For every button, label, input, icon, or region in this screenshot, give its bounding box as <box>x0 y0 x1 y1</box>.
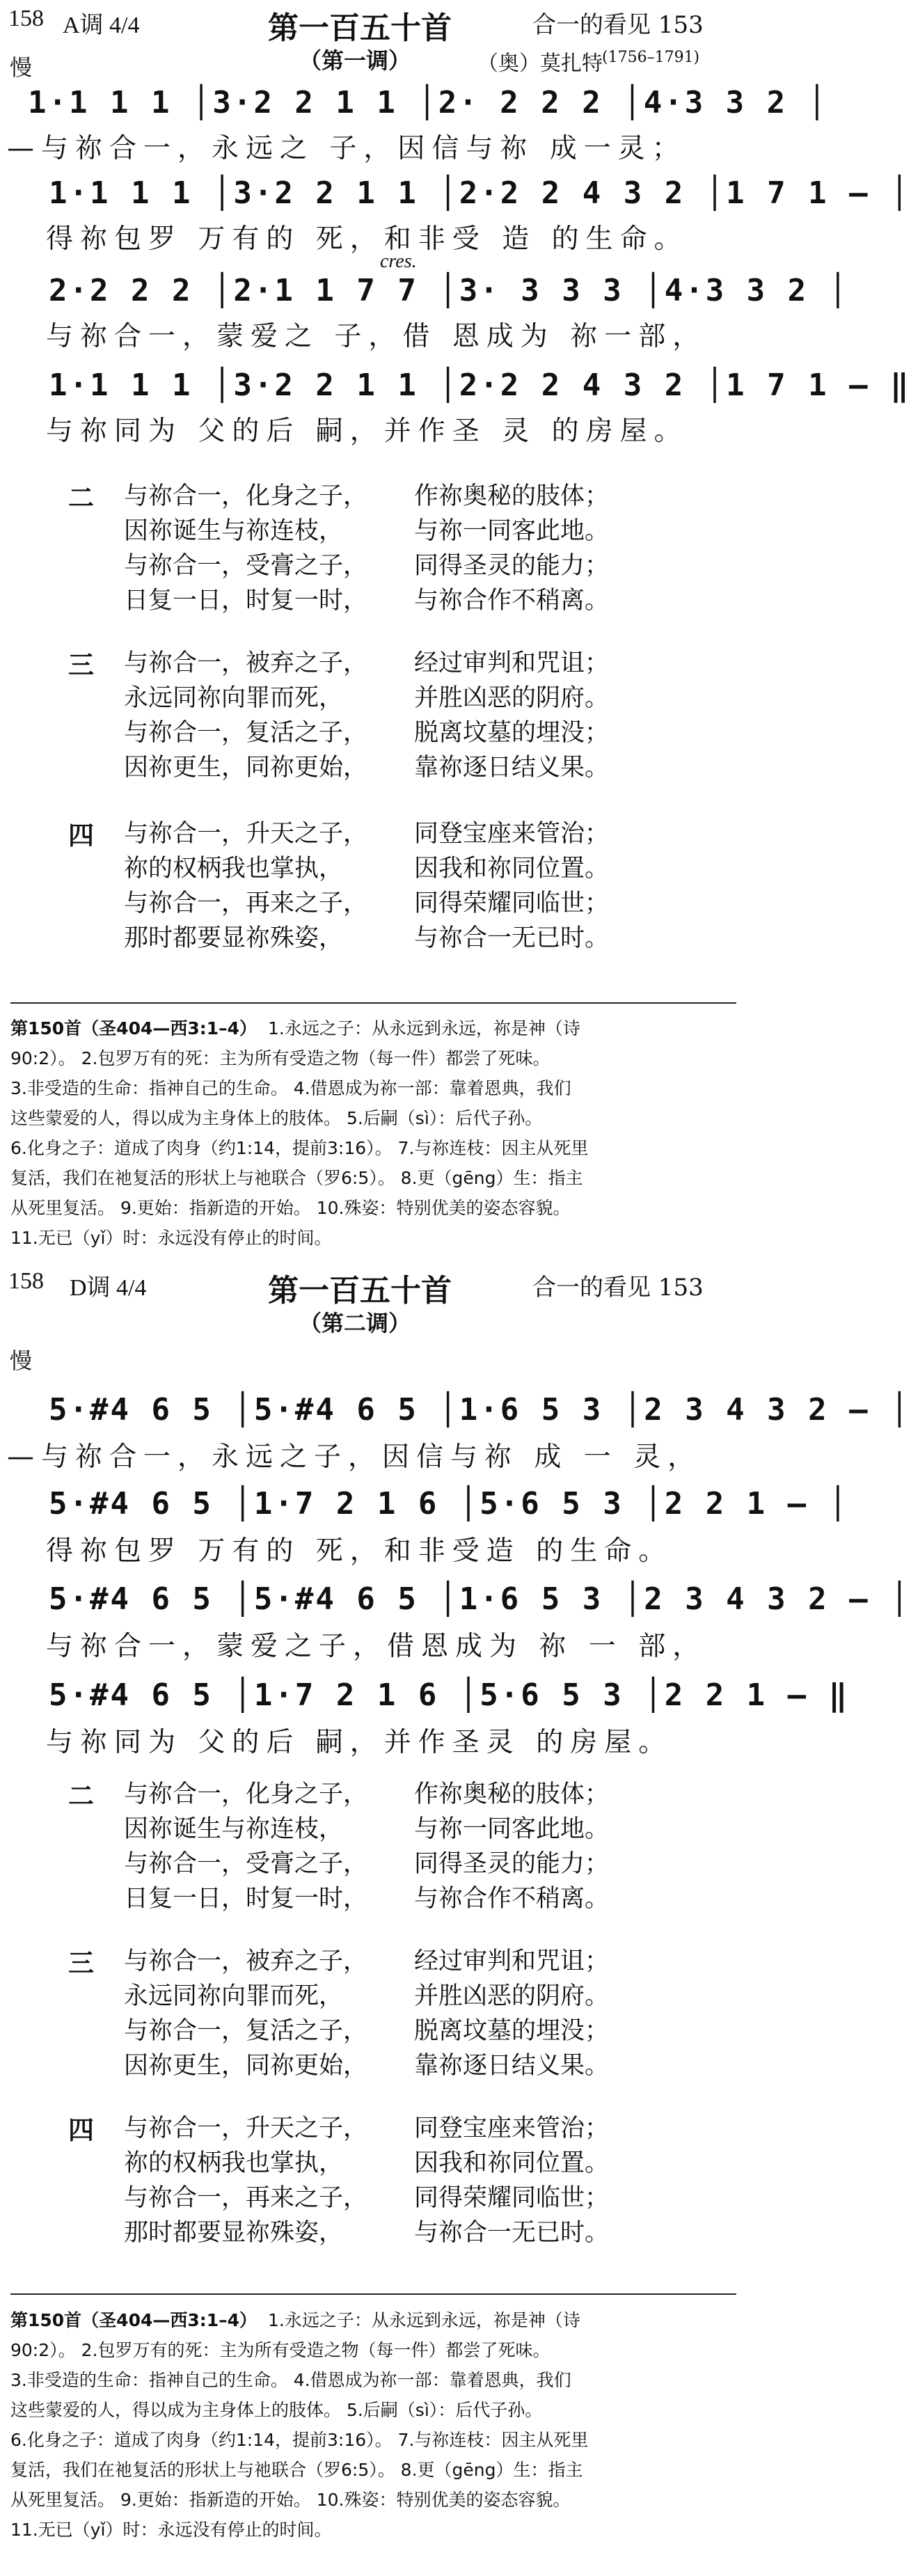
hymn-title: 第一百五十首 <box>268 1273 452 1309</box>
key-time-signature: D调 4/4 <box>70 1275 147 1301</box>
composer-years: (1756–1791) <box>602 49 700 66</box>
verse-line-left: 日复一日，时复一时， <box>124 587 368 615</box>
footnote-text: 1.永远之子：从永远到永远，祢是神（诗 <box>267 1018 580 1038</box>
expression-marking: cres. <box>380 251 417 272</box>
verse-line-right: 作祢奥秘的肢体； <box>414 1780 610 1808</box>
lyrics-line-2: 得祢包罗 万有的 死，和非受 造 的生命。 <box>46 223 688 255</box>
footnote-line: 从死里复活。 9.更始：指新造的开始。 10.殊姿：特别优美的姿态容貌。 <box>10 2490 571 2510</box>
verse-line-right: 作祢奥秘的肢体； <box>414 482 610 510</box>
verse-line-right: 同登宝座来管治； <box>414 820 610 848</box>
key-time-signature: A调 4/4 <box>63 13 140 38</box>
header-right: 合一的看见 153 <box>532 1274 704 1302</box>
verse-line-left: 那时都要显祢殊姿， <box>124 2219 344 2247</box>
verse-number: 三 <box>68 1948 94 1978</box>
notes-line-4: 5·#4 6 5 │1·7 2 1 6 │5·6 5 3 │2 2 1 – ‖ <box>49 1677 850 1713</box>
verse-line-left: 与祢合一，再来之子， <box>124 2184 368 2212</box>
footnote-line: 6.化身之子：道成了肉身（约1:14，提前3:16）。 7.与祢连枝：因主从死里 <box>10 1138 589 1158</box>
notes-line-3: 2·2 2 2 │2·1 1 7 7 │3· 3 3 3 │4·3 3 2 │ <box>49 273 850 308</box>
verse-line-left: 祢的权柄我也掌执， <box>124 855 344 883</box>
verse-line-right: 同得圣灵的能力； <box>414 1850 610 1878</box>
hymn-title: 第一百五十首 <box>268 10 452 46</box>
verse-number: 二 <box>68 1781 94 1811</box>
verse-line-right: 与祢合作不稍离。 <box>414 587 610 615</box>
verse-line-left: 与祢合一，升天之子， <box>124 820 368 848</box>
verse-number: 四 <box>68 2115 94 2145</box>
verse-line-left: 与祢合一，升天之子， <box>124 2115 368 2142</box>
verse-line-right: 因我和祢同位置。 <box>414 855 610 883</box>
verse-line-left: 因祢更生，同祢更始， <box>124 2052 368 2080</box>
verse-line-left: 与祢合一，被弃之子， <box>124 1947 368 1975</box>
verse-line-left: 那时都要显祢殊姿， <box>124 924 344 952</box>
verse-line-left: 与祢合一，复活之子， <box>124 2017 368 2045</box>
page-number: 158 <box>8 1268 44 1294</box>
verse-line-left: 与祢合一，受膏之子， <box>124 1850 368 1878</box>
lyrics-line-3: 与祢合一，蒙爱之 子，借 恩成为 祢一部， <box>46 321 707 352</box>
verse-line-left: 永远同祢向罪而死， <box>124 1982 344 2010</box>
lyrics-line-3: 与祢合一，蒙爱之子，借恩成为 祢 一 部， <box>46 1631 707 1662</box>
notes-line-2: 1·1 1 1 │3·2 2 1 1 │2·2 2 4 3 2 │1 7 1 – │ <box>49 175 911 211</box>
verse-line-right: 与祢合作不稍离。 <box>414 1885 610 1913</box>
verse-line-right: 同得荣耀同临世； <box>414 2184 610 2212</box>
notes-line-4: 1·1 1 1 │3·2 2 1 1 │2·2 2 4 3 2 │1 7 1 – ‖ <box>49 368 911 403</box>
verse-line-right: 并胜凶恶的阴府。 <box>414 1982 610 2010</box>
notes-line-3: 5·#4 6 5 │5·#4 6 5 │1·6 5 3 │2 3 4 3 2 – │ <box>49 1581 911 1617</box>
footnotes <box>10 2305 736 2545</box>
verse-line-left: 与祢合一，受膏之子， <box>124 552 368 580</box>
tempo-marking: 慢 <box>10 1348 33 1374</box>
verse-number: 三 <box>68 650 94 680</box>
lyrics-line-1: —与祢合一，永远之子，因信与祢 成 一 灵， <box>7 1441 702 1473</box>
lyrics-line-4: 与祢同为 父的后 嗣，并作圣 灵 的房屋。 <box>46 416 688 447</box>
verse-line-right: 同得荣耀同临世； <box>414 890 610 917</box>
footnote-line: 从死里复活。 9.更始：指新造的开始。 10.殊姿：特别优美的姿态容貌。 <box>10 1198 571 1218</box>
verse-line-right: 与祢一同客此地。 <box>414 517 610 545</box>
verse-line-right: 靠祢逐日结义果。 <box>414 2052 610 2080</box>
verse-line-right: 经过审判和咒诅； <box>414 1947 610 1975</box>
verse-line-right: 经过审判和咒诅； <box>414 649 610 677</box>
footnote-line: 3.非受造的生命：指神自己的生命。 4.借恩成为祢一部：靠着恩典，我们 <box>10 2370 571 2390</box>
verse-line-right: 因我和祢同位置。 <box>414 2149 610 2177</box>
footnote-text: 1.永远之子：从永远到永远，祢是神（诗 <box>267 2310 580 2330</box>
footnote-line: 90:2）。 2.包罗万有的死：主为所有受造之物（每一件）都尝了死味。 <box>10 2340 550 2360</box>
verse-line-left: 永远同祢向罪而死， <box>124 684 344 712</box>
footnote-line: 6.化身之子：道成了肉身（约1:14，提前3:16）。 7.与祢连枝：因主从死里 <box>10 2430 589 2450</box>
header-right: 合一的看见 153 <box>532 11 704 39</box>
verse-line-left: 与祢合一，被弃之子， <box>124 649 368 677</box>
verse-line-left: 与祢合一，再来之子， <box>124 890 368 917</box>
notes-line-1: 5·#4 6 5 │5·#4 6 5 │1·6 5 3 │2 3 4 3 2 – │ <box>49 1392 911 1428</box>
lyrics-line-4: 与祢同为 父的后 嗣，并作圣灵 的房屋。 <box>46 1727 673 1758</box>
divider <box>10 1002 736 1004</box>
verse-line-left: 因祢诞生与祢连枝， <box>124 1815 344 1843</box>
footnote-line <box>10 2305 736 2335</box>
verse-line-right: 与祢合一无已时。 <box>414 2219 610 2247</box>
footnote-lead: 第150首（圣404—西3:1–4） <box>10 1018 258 1038</box>
verse-line-right: 靠祢逐日结义果。 <box>414 754 610 782</box>
footnote-line: 3.非受造的生命：指神自己的生命。 4.借恩成为祢一部：靠着恩典，我们 <box>10 1078 571 1098</box>
footnote-line: 90:2）。 2.包罗万有的死：主为所有受造之物（每一件）都尝了死味。 <box>10 1048 550 1068</box>
page-number: 158 <box>8 6 44 31</box>
footnote-line: 这些蒙爱的人，得以成为主身体上的肢体。 5.后嗣（sì）：后代子孙。 <box>10 1108 543 1128</box>
divider <box>10 2293 736 2295</box>
footnote-line: 11.无已（yǐ）时：永远没有停止的时间。 <box>10 2520 332 2540</box>
verse-line-left: 日复一日，时复一时， <box>124 1885 368 1913</box>
verse-line-right: 同登宝座来管治； <box>414 2115 610 2142</box>
footnote-line: 复活，我们在祂复活的形状上与祂联合（罗6:5）。 8.更（gēng）生：指主 <box>10 1168 583 1188</box>
footnote-lead: 第150首（圣404—西3:1–4） <box>10 2310 258 2330</box>
notes-line-2: 5·#4 6 5 │1·7 2 1 6 │5·6 5 3 │2 2 1 – │ <box>49 1486 850 1522</box>
verse-line-right: 同得圣灵的能力； <box>414 552 610 580</box>
verse-number: 四 <box>68 821 94 851</box>
footnote-line: 复活，我们在祂复活的形状上与祂联合（罗6:5）。 8.更（gēng）生：指主 <box>10 2460 583 2480</box>
verse-line-right: 脱离坟墓的埋没； <box>414 2017 610 2045</box>
verse-line-left: 与祢合一，化身之子， <box>124 1780 368 1808</box>
tune-subtitle: （第一调） <box>299 47 411 74</box>
lyrics-line-1: —与祢合一，永远之 子，因信与祢 成一灵； <box>7 133 686 164</box>
verse-line-left: 祢的权柄我也掌执， <box>124 2149 344 2177</box>
footnote-line <box>10 1013 736 1043</box>
footnote-line: 这些蒙爱的人，得以成为主身体上的肢体。 5.后嗣（sì）：后代子孙。 <box>10 2400 543 2420</box>
composer: （奥）莫扎特 <box>477 52 603 76</box>
tempo-marking: 慢 <box>10 54 33 81</box>
verse-line-left: 因祢诞生与祢连枝， <box>124 517 344 545</box>
verse-line-right: 与祢一同客此地。 <box>414 1815 610 1843</box>
verse-number: 二 <box>68 483 94 513</box>
footnotes <box>10 1013 736 1253</box>
notes-line-1: 1·1 1 1 │3·2 2 1 1 │2· 2 2 2 │4·3 3 2 │ <box>28 85 829 120</box>
footnote-line: 11.无已（yǐ）时：永远没有停止的时间。 <box>10 1228 332 1248</box>
verse-line-right: 并胜凶恶的阴府。 <box>414 684 610 712</box>
lyrics-line-2: 得祢包罗 万有的 死，和非受造 的生命。 <box>46 1535 673 1567</box>
verse-line-left: 因祢更生，同祢更始， <box>124 754 368 782</box>
verse-line-left: 与祢合一，复活之子， <box>124 719 368 747</box>
verse-line-left: 与祢合一，化身之子， <box>124 482 368 510</box>
verse-line-right: 与祢合一无已时。 <box>414 924 610 952</box>
tune-subtitle: （第二调） <box>299 1310 411 1336</box>
verse-line-right: 脱离坟墓的埋没； <box>414 719 610 747</box>
